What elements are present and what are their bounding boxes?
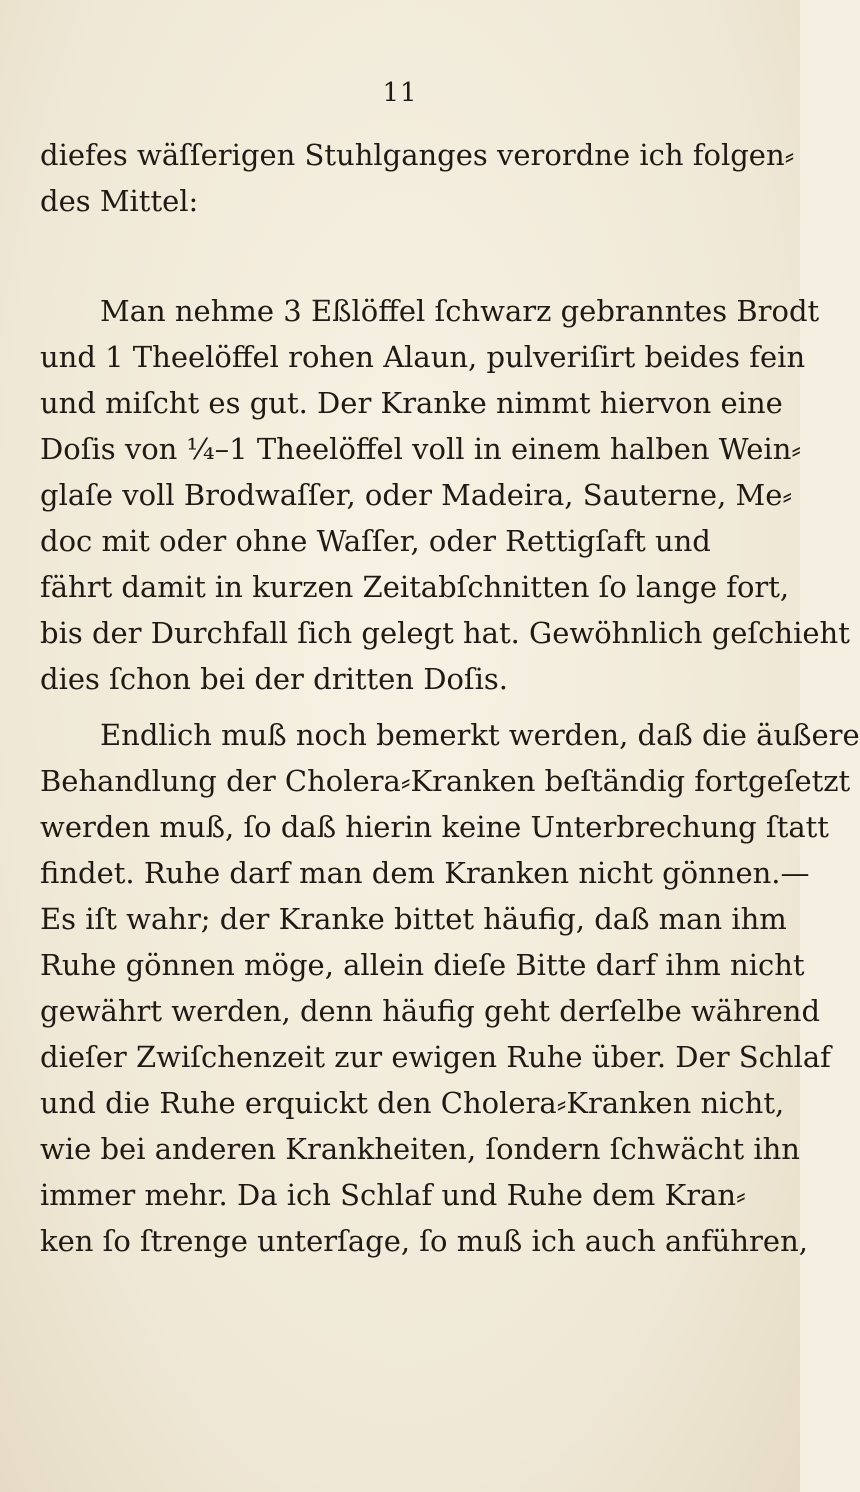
text-line: dies ſchon bei der dritten Doſis. <box>40 662 509 696</box>
text-line: doc mit oder ohne Waſſer, oder Rettigſaft und <box>40 524 711 558</box>
text-line: fährt damit in kurzen Zeitabſchnitten ſo lange fort, <box>40 570 790 604</box>
text-line: diefes wäſſerigen Stuhlganges verordne ich folgen⸗ <box>40 138 795 172</box>
text-line: werden muß, ſo daß hierin keine Unterbrechung ſtatt <box>40 810 829 844</box>
text-line: immer mehr. Da ich Schlaf und Ruhe dem Kran⸗ <box>40 1178 746 1212</box>
text-line: Es iſt wahr; der Kranke bittet häufig, daß man ihm <box>40 902 787 936</box>
text-line: glaſe voll Brodwaſſer, oder Madeira, Sauterne, Me⸗ <box>40 478 793 512</box>
text-line: Doſis von ¼–1 Theelöffel voll in einem halben Wein⸗ <box>40 432 802 466</box>
paragraph-intro <box>40 132 795 224</box>
text-line: und miſcht es gut. Der Kranke nimmt hiervon eine <box>40 386 783 420</box>
text-line: findet. Ruhe darf man dem Kranken nicht gönnen.— <box>40 856 810 890</box>
text-line: Ruhe gönnen möge, allein dieſe Bitte darf ihm nicht <box>40 948 805 982</box>
text-line: ken ſo ſtrenge unterſage, ſo muß ich auch anführen, <box>40 1224 808 1258</box>
text-line: Man nehme 3 Eßlöffel ſchwarz gebranntes Brodt <box>100 294 820 328</box>
text-line: bis der Durchfall ſich gelegt hat. Gewöhnlich geſchieht <box>40 616 850 650</box>
text-line: wie bei anderen Krankheiten, ſondern ſchwächt ihn <box>40 1132 800 1166</box>
paragraph-treatment <box>40 712 860 1264</box>
paragraph-recipe <box>40 288 850 702</box>
text-line: und die Ruhe erquickt den Cholera⸗Kranken nicht, <box>40 1086 785 1120</box>
text-line: dieſer Zwiſchenzeit zur ewigen Ruhe über. Der Schlaf <box>40 1040 831 1074</box>
text-line: gewährt werden, denn häufig geht derſelbe während <box>40 994 821 1028</box>
text-line: des Mittel: <box>40 184 199 218</box>
text-line: und 1 Theelöffel rohen Alaun, pulveriſirt beides fein <box>40 340 806 374</box>
text-line: Behandlung der Cholera⸗Kranken beſtändig fortgeſetzt <box>40 764 851 798</box>
text-line: Endlich muß noch bemerkt werden, daß die äußere <box>100 718 860 752</box>
page-number: 11 <box>382 78 418 108</box>
